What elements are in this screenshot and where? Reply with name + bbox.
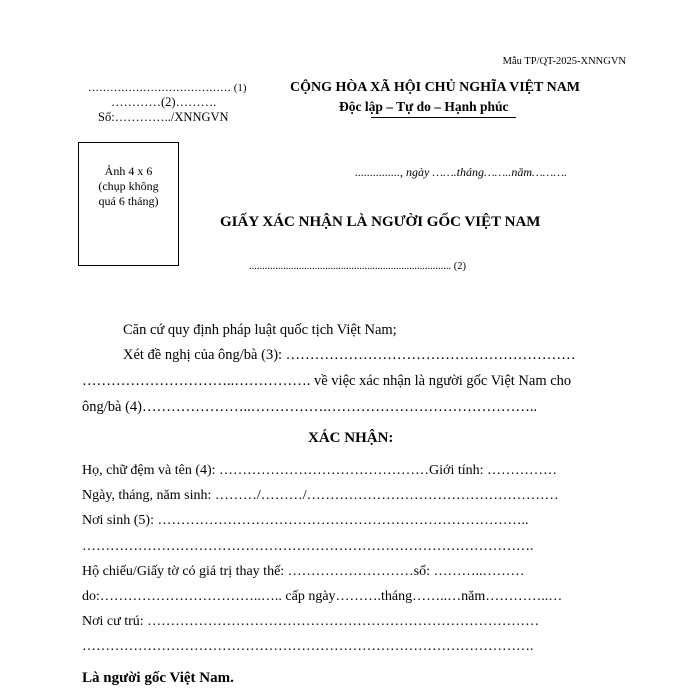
national-motto: Độc lập – Tự do – Hạnh phúc	[339, 99, 509, 114]
photo-box-note-1: (chụp không	[98, 179, 159, 193]
date-of-birth-field: Ngày, tháng, năm sinh: ………/………/………………………………………………	[82, 488, 559, 503]
residence-field-cont: …………………………………………………………………………………….	[82, 639, 534, 654]
document-number: Số:…………../XNNGVN	[98, 110, 229, 124]
residence-field: Nơi cư trú: …………………………………………………………………………	[82, 614, 540, 629]
photo-box	[78, 142, 179, 266]
confirm-heading: XÁC NHẬN:	[308, 430, 394, 446]
motto-underline	[371, 117, 516, 118]
birthplace-field-cont: …………………………………………………………………………………….	[82, 539, 534, 554]
issuing-office-line: …………(2)……….	[111, 95, 217, 109]
subtitle-line: ............................................................................. (2)	[249, 261, 466, 272]
place-date-line: ..............., ngày …….tháng……..năm……….	[355, 165, 568, 179]
issuance-field: do:……………………………..….. cấp ngày……….tháng……..…năm…………..…	[82, 589, 563, 604]
request-paragraph-end: ông/bà (4)…………………..…………….……………………………………..	[82, 399, 538, 415]
conclusion-statement: Là người gốc Việt Nam.	[82, 670, 234, 686]
birthplace-field: Nơi sinh (5): ……………………………………………………………………..	[82, 513, 529, 528]
form-code: Mẫu TP/QT-2025-XNNGVN	[502, 56, 626, 67]
legal-basis-paragraph: Căn cứ quy định pháp luật quốc tịch Việt Nam;	[123, 322, 397, 338]
photo-box-note-2: quá 6 tháng)	[98, 194, 159, 208]
document-title: GIẤY XÁC NHẬN LÀ NGƯỜI GỐC VIỆT NAM	[220, 214, 541, 230]
national-title: CỘNG HÒA XÃ HỘI CHỦ NGHĨA VIỆT NAM	[290, 80, 581, 95]
request-paragraph-cont: …………………………..……………. về việc xác nhận là người gốc Việt Nam cho	[82, 373, 572, 389]
name-gender-field: Họ, chữ đệm và tên (4): ………………………………………Giới tính: ……………	[82, 463, 558, 478]
passport-field: Hộ chiếu/Giấy tờ có giá trị thay thế: ………………………số: ………..………	[82, 564, 525, 579]
photo-box-size: Ảnh 4 x 6	[104, 164, 153, 178]
request-paragraph: Xét đề nghị của ông/bà (3): ……………………………………………………	[123, 347, 576, 363]
issuing-authority-line: ………………………………… (1)	[88, 82, 247, 94]
